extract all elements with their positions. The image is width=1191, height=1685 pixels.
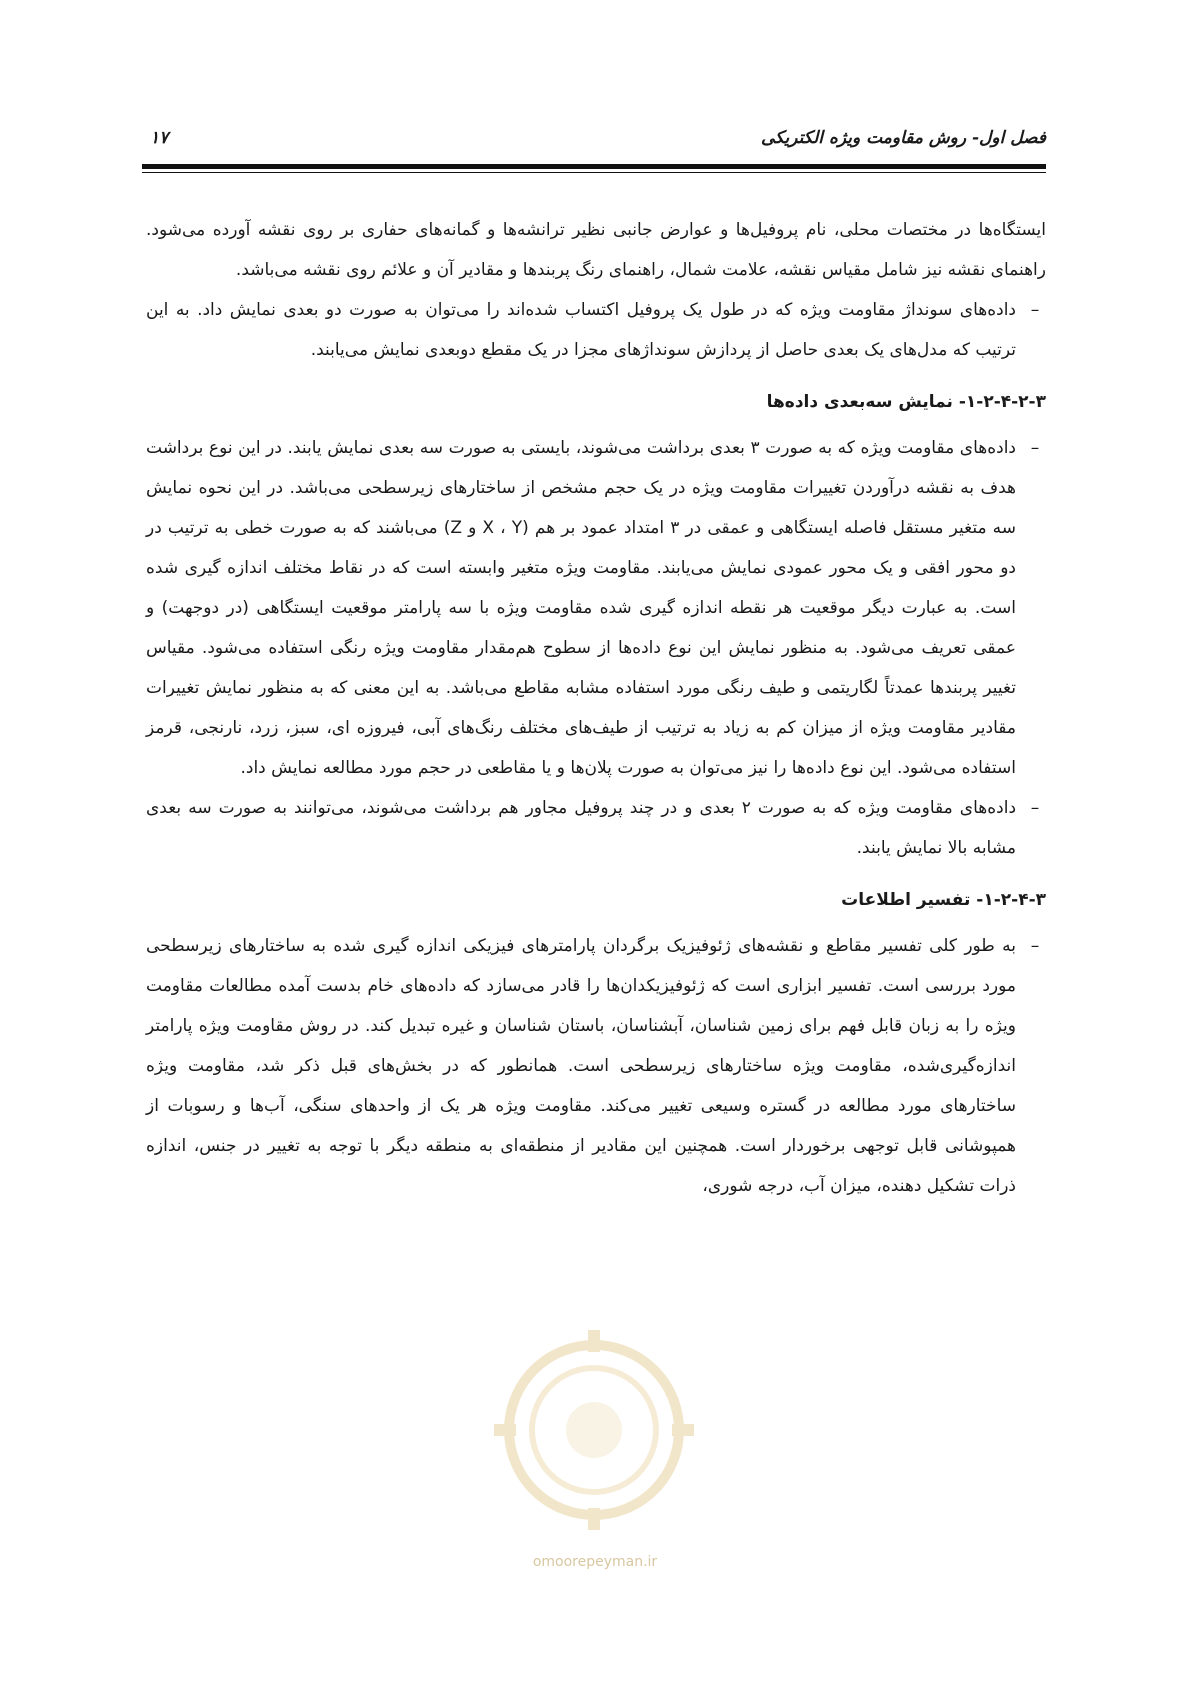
bullet-interpretation <box>146 926 1046 1206</box>
header-rule-thick <box>142 164 1046 169</box>
paragraph-map-legend: ایستگاه‌ها در مختصات محلی، نام پروفیل‌ها و عوارض جانبی نظیر ترانشه‌ها و گمانه‌های حفاری بر روی نقشه آورده می‌شود. راهنمای نقشه نیز شامل مقیاس نقشه، علامت شمال، راهنمای رنگ پربندها و مقادیر آن و علائم روی نقشه می‌باشد. <box>146 220 1046 280</box>
watermark-logo-icon <box>494 1310 694 1560</box>
bullet-text: داده‌های مقاومت ویژه که به صورت ۲ بعدی و در چند پروفیل مجاور هم برداشت می‌شوند، می‌توانند به صورت سه بعدی مشابه بالا نمایش یابند. <box>146 798 1017 858</box>
bullet-dash: – <box>1030 798 1040 818</box>
bullet-dash: – <box>1030 300 1040 320</box>
bullet-dash: – <box>1030 936 1040 956</box>
bullet-text: به طور کلی تفسیر مقاطع و نقشه‌های ژئوفیزیک برگردان پارامترهای فیزیکی اندازه گیری شده به ساختارهای زیرسطحی مورد بررسی است. تفسیر ابزاری است که ژئوفیزیکدان‌ها را قادر می‌سازد که داده‌های خام بدست آمده مطالعات مقاومت ویژه را به زبان قابل فهم برای زمین شناسان، آبشناسان، باستان شناسان و غیره تبدیل کند. در روش مقاومت ویژه پارامتر اندازه‌گیری‌شده، مقاومت ویژه ساختارهای زیرسطحی است. همانطور که در بخش‌های قبل ذکر شد، مقاومت ویژه ساختارهای مورد مطالعه در گستره وسیعی تغییر می‌کند. مقاومت ویژه هر یک از واحدهای سنگی، آب‌ها و رسوبات از همپوشانی قابل توجهی برخوردار است. همچنین این مقادیر از منطقه‌ای به منطقه دیگر با توجه به تغییر در جنس، اندازه ذرات تشکیل دهنده، میزان آب، درجه شوری، <box>146 936 1016 1196</box>
bullet-text: داده‌های سونداژ مقاومت ویژه که در طول یک پروفیل اکتساب شده‌اند را می‌توان به صورت دو بعدی نمایش داد. به این ترتیب که مدل‌های یک بعدی حاصل از پردازش سونداژهای مجزا در یک مقطع دوبعدی نمایش می‌یابند. <box>146 300 1016 360</box>
page-number: ۱۷ <box>150 128 169 148</box>
bullet-2d-sounding <box>146 290 1046 370</box>
body-text <box>146 210 1046 1206</box>
bullet-text: داده‌های مقاومت ویژه که به صورت ۳ بعدی برداشت می‌شوند، بایستی به صورت سه بعدی نمایش یابند. در این نوع برداشت هدف به نقشه درآوردن تغییرات مقاومت ویژه در یک حجم مشخص از ساختارهای زیرسطحی می‌باشد. در این نحوه نمایش سه متغیر مستقل فاصله ایستگاهی و عمقی در ۳ امتداد عمود بر هم (X ، Y و Z) می‌باشند که به صورت خطی به ترتیب در دو محور افقی و یک محور عمودی نمایش می‌یابند. مقاومت ویژه متغیر وابسته است که در نقاط مختلف اندازه گیری شده است. به عبارت دیگر موقعیت هر نقطه اندازه گیری شده مقاومت ویژه با سه پارامتر موقعیت ایستگاهی (در دوجهت) و عمقی تعریف می‌شود. به منظور نمایش این نوع داده‌ها از سطوح هم‌مقدار مقاومت ویژه رنگی استفاده می‌شود. مقیاس تغییر پربندها عمدتاً لگاریتمی و طیف رنگی مورد استفاده مشابه مقاطع می‌باشد. به این معنی که به منظور نمایش تغییرات مقادیر مقاومت ویژه از میزان کم به زیاد به ترتیب از طیف‌های مختلف رنگ‌های آبی، فیروزه ای، سبز، زرد، نارنجی، قرمز استفاده می‌شود. این نوع داده‌ها را نیز می‌توان به صورت پلان‌ها و یا مقاطعی در حجم مورد مطالعه نمایش داد. <box>146 438 1017 778</box>
running-header <box>142 128 1046 162</box>
watermark-text: omoorepeyman.ir <box>532 1554 658 1570</box>
chapter-title: فصل اول- روش مقاومت ویژه الکتریکی <box>760 128 1046 148</box>
section-heading-interpretation: ۱-۲-۴-۳- تفسیر اطلاعات <box>841 890 1046 910</box>
header-rule-thin <box>142 172 1046 173</box>
section-heading-3d-display: ۱-۲-۴-۲-۳- نمایش سه‌بعدی داده‌ها <box>766 392 1046 412</box>
bullet-dash: – <box>1030 438 1040 458</box>
bullet-3d-data <box>146 428 1046 788</box>
bullet-2d-to-3d <box>146 788 1046 868</box>
